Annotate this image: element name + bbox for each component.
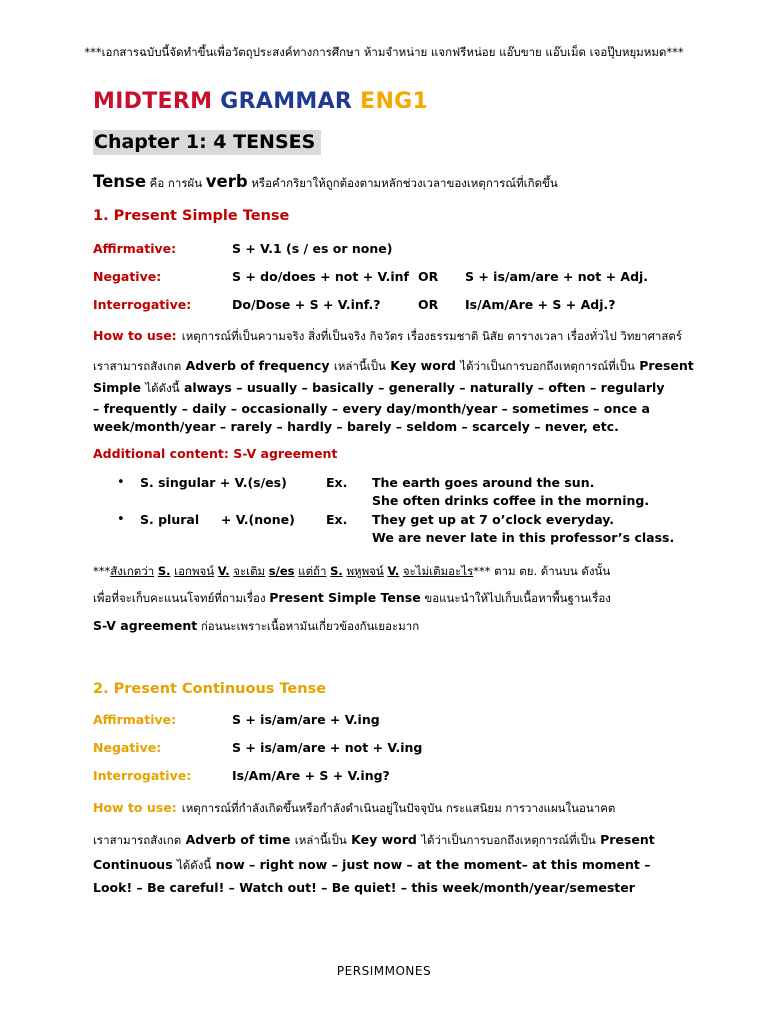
s1-how-text: เหตุการณ์ที่เป็นความจริง สิ่งที่เป็นจริง กิจวัตร เรื่องธรรมชาติ นิสัย ตารางเวลา เรื่องทั่วไป วิทยาศาสตร์: [181, 329, 683, 343]
s1-affirmative-label: Affirmative:: [93, 241, 177, 256]
s2-how-to-use: [93, 797, 615, 818]
s1-adverb-line-2: Simple ได้ดังนี้ always – usually – basically – generally – naturally – often – regularly: [93, 380, 665, 395]
bullet-icon: •: [117, 475, 125, 490]
s1-additional-heading: Additional content: S-V agreement: [93, 446, 338, 461]
s1-negative-or: OR: [418, 269, 439, 284]
s1-how-to-use: [93, 325, 682, 346]
title-eng1: ENG1: [360, 89, 429, 114]
s2-negative-formula: S + is/am/are + not + V.ing: [232, 740, 423, 755]
chapter-heading: Chapter 1: 4 TENSES: [93, 130, 321, 155]
s1-singular-example-2: She often drinks coffee in the morning.: [372, 493, 650, 508]
s2-adverb-line-2: Continuous ได้ดังนี้ now – right now – just now – at the moment– at this moment –: [93, 857, 651, 872]
s1-negative-formula-2: S + is/am/are + not + Adj.: [465, 269, 649, 284]
s1-interrogative-or: OR: [418, 297, 439, 312]
s2-adverb-line-3: Look! – Be careful! – Watch out! – Be quiet! – this week/month/year/semester: [93, 880, 635, 895]
s1-singular-example-1: The earth goes around the sun.: [372, 475, 595, 490]
s1-plural-label: S. plural + V.(none): [140, 512, 295, 527]
tense-definition: [93, 172, 558, 193]
s1-plural-example-2: We are never late in this professor’s class.: [372, 530, 675, 545]
s1-note-line-2: เพื่อที่จะเก็บคะแนนโจทย์ที่ถามเรื่อง Present Simple Tense ขอแนะนำให้ไปเก็บเนื้อหาพื้นฐานเรื่อง: [93, 590, 611, 605]
title-grammar: GRAMMAR: [220, 89, 353, 114]
s2-affirmative-label: Affirmative:: [93, 712, 177, 727]
s2-how-text: เหตุการณ์ที่กำลังเกิดขึ้นหรือกำลังดำเนินอยู่ในปัจจุบัน กระแสนิยม การวางแผนในอนาคต: [181, 801, 616, 815]
s1-negative-label: Negative:: [93, 269, 162, 284]
s2-how-label: How to use:: [93, 800, 177, 815]
s2-affirmative-formula: S + is/am/are + V.ing: [232, 712, 380, 727]
tense-text-2: หรือคำกริยาให้ถูกต้องตามหลักช่วงเวลาของเหตุการณ์ที่เกิดขึ้น: [251, 176, 558, 190]
s1-interrogative-formula-2: Is/Am/Are + S + Adj.?: [465, 297, 616, 312]
s1-adverb-line-3: – frequently – daily – occasionally – every day/month/year – sometimes – once a: [93, 401, 650, 416]
footer-credit: PERSIMMONES: [336, 964, 432, 978]
section-1-heading: 1. Present Simple Tense: [93, 208, 290, 224]
s1-affirmative-formula: S + V.1 (s / es or none): [232, 241, 393, 256]
s1-adverb-line-4: week/month/year – rarely – hardly – barely – seldom – scarcely – never, etc.: [93, 419, 619, 434]
s2-adverb-line-1: เราสามารถสังเกต Adverb of time เหล่านี้เป็น Key word ได้ว่าเป็นการบอกถึงเหตุการณ์ที่เป็น Present: [93, 832, 655, 847]
s2-interrogative-label: Interrogative:: [93, 768, 192, 783]
s1-interrogative-label: Interrogative:: [93, 297, 192, 312]
s1-negative-formula: S + do/does + not + V.inf: [232, 269, 409, 284]
s1-adverb-line-1: เราสามารถสังเกต Adverb of frequency เหล่านี้เป็น Key word ได้ว่าเป็นการบอกถึงเหตุการณ์ที่เป็น Present: [93, 358, 694, 373]
s1-interrogative-formula: Do/Dose + S + V.inf.?: [232, 297, 381, 312]
s1-singular-label: S. singular + V.(s/es): [140, 475, 287, 490]
tense-text-1: คือ การผัน: [149, 176, 203, 190]
document-title: [93, 89, 428, 114]
title-midterm: MIDTERM: [93, 89, 213, 114]
s1-singular-ex: Ex.: [326, 475, 348, 490]
s1-note-line-1: ***สังเกตว่า S. เอกพจน์ V. จะเติม s/es แต่ถ้า S. พหูพจน์ V. จะไม่เติมอะไร*** ตาม ตย. ด้านบน ดังนั้น: [93, 564, 611, 578]
s1-plural-example-1: They get up at 7 o’clock everyday.: [372, 512, 615, 527]
s2-negative-label: Negative:: [93, 740, 162, 755]
bullet-icon: •: [117, 512, 125, 527]
s1-note-line-3: S-V agreement ก่อนนะเพราะเนื้อหามันเกี่ยวข้องกันเยอะมาก: [93, 618, 420, 633]
s1-plural-ex: Ex.: [326, 512, 348, 527]
tense-word: Tense: [93, 172, 147, 191]
s2-interrogative-formula: Is/Am/Are + S + V.ing?: [232, 768, 390, 783]
disclaimer-notice: ***เอกสารฉบับนี้จัดทำขึ้นเพื่อวัตถุประสงค์ทางการศึกษา ห้ามจำหน่าย แจกฟรีหน่อย แอ๊บขาย แอ๊บเม็ด เจอปุ๊บหยุมหมด***: [84, 45, 684, 59]
s1-how-label: How to use:: [93, 328, 177, 343]
verb-word: verb: [205, 172, 248, 191]
section-2-heading: 2. Present Continuous Tense: [93, 681, 327, 697]
